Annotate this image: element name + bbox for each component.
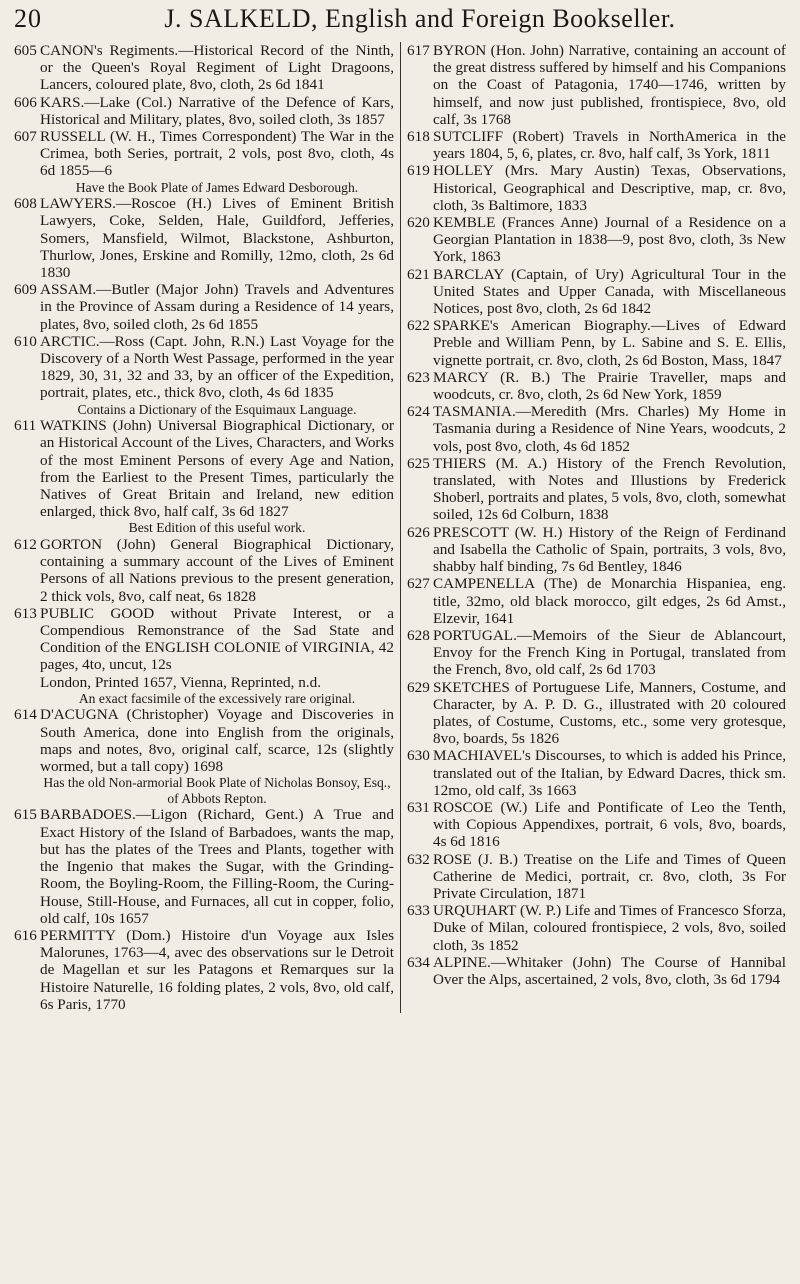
entry-number: 614 (14, 706, 37, 724)
catalogue-entry (407, 799, 786, 851)
entry-number: 608 (14, 195, 37, 213)
entry-text: RUSSELL (W. H., Times Correspondent) The War in the Crimea, both Series, portrait, 2 vols, post 8vo, cloth, 4s 6d 1855—6 (40, 128, 394, 180)
catalogue-entry (14, 927, 394, 1013)
catalogue-entry (14, 706, 394, 775)
catalogue-entry (407, 679, 786, 748)
entry-number: 634 (407, 953, 430, 971)
entry-number: 633 (407, 902, 430, 920)
entry-number: 630 (407, 747, 430, 765)
catalogue-note: Have the Book Plate of James Edward Desborough. (75, 179, 359, 195)
catalogue-note: An exact facsimile of the excessively rare original. (78, 690, 356, 706)
catalogue-entry (14, 195, 394, 281)
catalogue-entry (14, 94, 394, 128)
catalogue-entry (407, 524, 786, 576)
entry-text: TASMANIA.—Meredith (Mrs. Charles) My Home in Tasmania during a Residence of Nine Years, woodcuts, 2 vols, post 8vo, cloth, 4s 6d 1852 (433, 403, 786, 455)
entry-text: D'ACUGNA (Christopher) Voyage and Discoveries in South America, done into English from the originals, maps and notes, 8vo, original calf, scarce, 12s (slightly wormed, but a tall copy) 1698 (40, 706, 394, 776)
catalogue-entry (407, 162, 786, 214)
catalogue-columns (14, 42, 786, 1013)
catalogue-entry (407, 128, 786, 162)
entry-number: 621 (407, 265, 430, 283)
entry-number: 610 (14, 332, 37, 350)
entry-text: PUBLIC GOOD without Private Interest, or a Compendious Remonstrance of the Sad State and Condition of the ENGLISH COLONIE of VIRGINIA, 42 pages, 4to, uncut, 12s (40, 604, 394, 674)
entry-number: 620 (407, 214, 430, 232)
catalogue-entry (14, 536, 394, 605)
entry-text: ROSE (J. B.) Treatise on the Life and Times of Queen Catherine de Medici, portrait, cr. 8vo, cloth, 3s For Private Circulation, 1871 (433, 850, 786, 902)
catalogue-note: Has the old Non-armorial Book Plate of Nicholas Bonsoy, Esq., of Abbots Repton. (43, 775, 391, 806)
entry-number: 606 (14, 93, 37, 111)
catalogue-note: Best Edition of this useful work. (128, 520, 306, 536)
entry-number: 619 (407, 162, 430, 180)
catalogue-entry (14, 417, 394, 520)
entry-number: 629 (407, 678, 430, 696)
entry-text: PORTUGAL.—Memoirs of the Sieur de Ablancourt, Envoy for the French King in Portugal, translated from the French, 8vo, old calf, 2s 6d 1703 (433, 626, 786, 679)
catalogue-entry (407, 902, 786, 954)
entry-text: MARCY (R. B.) The Prairie Traveller, maps and woodcuts, cr. 8vo, cloth, 2s 6d New York, 1859 (433, 368, 786, 404)
entry-number: 627 (407, 575, 430, 593)
entry-text: BARBADOES.—Ligon (Richard, Gent.) A True and Exact History of the Island of Barbadoes, wants the map, but has the plates of the Trees and Plants, together with the Ingenio that makes the Sugar, with the Grinding-Room, the Boyling-Room, the Filling-Room, the Curing-House, Still-House, and Furnaces, all cut in copper, folio, old calf, 10s 1657 (40, 806, 394, 927)
entry-text: CANON's Regiments.—Historical Record of the Ninth, or the Queen's Royal Regiment of Light Dragoons, Lancers, coloured plate, 8vo, cloth, 2s 6d 1841 (40, 42, 394, 94)
catalogue-entry (407, 954, 786, 988)
catalogue-entry (14, 128, 394, 180)
entry-number: 622 (407, 317, 430, 335)
entry-number: 623 (407, 368, 430, 386)
running-head (14, 4, 786, 38)
catalogue-entry (407, 747, 786, 799)
entry-number: 625 (407, 454, 430, 472)
entry-text: CAMPENELLA (The) de Monarchia Hispaniea, eng. title, 32mo, old black morocco, gilt edges, 2s 6d Amst., Elzevir, 1641 (433, 575, 786, 627)
catalogue-entry (407, 455, 786, 524)
catalogue-entry (407, 369, 786, 403)
entry-text: SPARKE's American Biography.—Lives of Edward Preble and William Penn, by L. Sabine and S. E. Ellis, vignette portrait, cr. 8vo, cloth, 2s 6d Boston, Mass, 1847 (433, 317, 786, 369)
entry-number: 615 (14, 806, 37, 824)
catalogue-entry (14, 806, 394, 926)
entry-text: ARCTIC.—Ross (Capt. John, R.N.) Last Voyage for the Discovery of a North West Passage, performed in the year 1829, 30, 31, 32 and 33, by an officer of the Expedition, portrait, plates, etc., thick 8vo, cloth, 4s 6d 1835 (40, 332, 394, 402)
entry-number: 631 (407, 798, 430, 816)
page-number: 20 (14, 4, 42, 33)
page-title: J. SALKELD, English and Foreign Bookseller. (164, 4, 676, 33)
entry-number: 626 (407, 523, 430, 541)
catalogue-entry (14, 605, 394, 674)
catalogue-entry (14, 42, 394, 94)
entry-text: HOLLEY (Mrs. Mary Austin) Texas, Observations, Historical, Geographical and Descriptive, map, cr. 8vo, cloth, 3s Baltimore, 1833 (433, 162, 786, 214)
entry-number: 616 (14, 926, 37, 944)
entry-text: ASSAM.—Butler (Major John) Travels and Adventures in the Province of Assam during a Residence of 14 years, plates, 8vo, soiled cloth, 2s 6d 1855 (40, 281, 394, 333)
catalogue-entry (14, 674, 394, 691)
entry-number: 611 (14, 417, 37, 435)
catalogue-entry (14, 333, 394, 402)
entry-number: 607 (14, 128, 37, 146)
entry-text: LAWYERS.—Roscoe (H.) Lives of Eminent British Lawyers, Coke, Selden, Hale, Guildford, Jefferies, Somers, Mansfield, Wilmot, Blackstone, Ashburton, Thurlow, Jones, Erskine and Romilly, 12mo, cloth, 2s 6d 1830 (40, 195, 394, 282)
entry-text: PERMITTY (Dom.) Histoire d'un Voyage aux Isles Malorunes, 1763—4, avec des observations sur le Detroit de Magellan et sur les Patagons et Remarques sur la Histoire Naturelle, 16 folding plates, 2 vols, 8vo, old calf, 6s Paris, 1770 (40, 926, 394, 1013)
entry-number: 628 (407, 626, 430, 644)
entry-number: 632 (407, 850, 430, 868)
entry-text: BYRON (Hon. John) Narrative, containing an account of the great distress suffered by himself and his Companions on the Coast of Patagonia, 1740—1746, written by himself, and now just published, frontispiece, 8vo, old calf, 3s 1768 (433, 42, 786, 128)
catalogue-entry (407, 851, 786, 903)
catalogue-entry (14, 281, 394, 333)
catalogue-entry (407, 627, 786, 679)
catalogue-entry (407, 403, 786, 455)
entry-text: ROSCOE (W.) Life and Pontificate of Leo the Tenth, with Copious Appendixes, portrait, 6 vols, 8vo, boards, 4s 6d 1816 (433, 798, 786, 851)
entry-text: SUTCLIFF (Robert) Travels in NorthAmerica in the years 1804, 5, 6, plates, cr. 8vo, half calf, 3s York, 1811 (433, 128, 786, 163)
catalogue-entry (407, 214, 786, 266)
left-column (14, 42, 400, 1013)
entry-text: THIERS (M. A.) History of the French Revolution, translated, with Notes and Illustions by Frederick Shoberl, portraits and plates, 5 vols, 8vo, cloth, somewhat soiled, 12s 6d Colburn, 1838 (433, 454, 786, 524)
entry-text: GORTON (John) General Biographical Dictionary, containing a summary account of the Lives of Eminent Persons of all Nations previous to the present generation, 2 thick vols, 8vo, calf neat, 6s 1828 (40, 536, 394, 605)
entry-text: KARS.—Lake (Col.) Narrative of the Defence of Kars, Historical and Military, plates, 8vo, soiled cloth, 3s 1857 (40, 93, 394, 128)
entry-text: ALPINE.—Whitaker (John) The Course of Hannibal Over the Alps, ascertained, 2 vols, 8vo, cloth, 3s 6d 1794 (433, 953, 786, 988)
entry-number: 613 (14, 604, 37, 622)
entry-number: 609 (14, 281, 37, 299)
catalogue-entry (407, 317, 786, 369)
entry-number: 618 (407, 128, 430, 146)
entry-text: URQUHART (W. P.) Life and Times of Francesco Sforza, Duke of Milan, coloured frontispiece, 2 vols, 8vo, soiled cloth, 3s 1852 (433, 902, 787, 954)
entry-text: WATKINS (John) Universal Biographical Dictionary, or an Historical Account of the Lives, Characters, and Works of the most Eminent Persons of every Age and Nation, from the Earliest to the Present Times, particularly the Natives of Great Britain and Ireland, new edition enlarged, thick 8vo, half calf, 3s 6d 1827 (40, 417, 394, 521)
entry-number: 624 (407, 403, 430, 421)
entry-number: 605 (14, 42, 37, 59)
entry-number: 612 (14, 536, 37, 554)
entry-text: KEMBLE (Frances Anne) Journal of a Residence on a Georgian Plantation in 1838—9, post 8vo, cloth, 3s New York, 1863 (433, 214, 786, 266)
entry-number: 617 (407, 42, 430, 59)
entry-number (14, 674, 40, 691)
entry-text: SKETCHES of Portuguese Life, Manners, Costume, and Character, by A. P. D. G., illustrated with 20 coloured plates, of Costume, Customs, etc., some very grotesque, 8vo, boards, 5s 1826 (433, 678, 786, 748)
entry-text: London, Printed 1657, Vienna, Reprinted, n.d. (40, 673, 322, 691)
entry-text: PRESCOTT (W. H.) History of the Reign of Ferdinand and Isabella the Catholic of Spain, portraits, 3 vols, 8vo, shabby half binding, 7s 6d Bentley, 1846 (433, 523, 786, 576)
catalogue-entry (407, 575, 786, 627)
catalogue-entry (407, 42, 786, 128)
catalogue-entry (407, 266, 786, 318)
entry-text: MACHIAVEL's Discourses, to which is added his Prince, translated out of the Italian, by Edward Dacres, thick sm. 12mo, old calf, 3s 1663 (433, 747, 786, 799)
entry-text: BARCLAY (Captain, of Ury) Agricultural Tour in the United States and Upper Canada, with Miscellaneous Notices, post 8vo, cloth, 2s 6d 1842 (433, 265, 786, 318)
catalogue-note: Contains a Dictionary of the Esquimaux Language. (77, 401, 357, 417)
right-column (400, 42, 786, 1013)
